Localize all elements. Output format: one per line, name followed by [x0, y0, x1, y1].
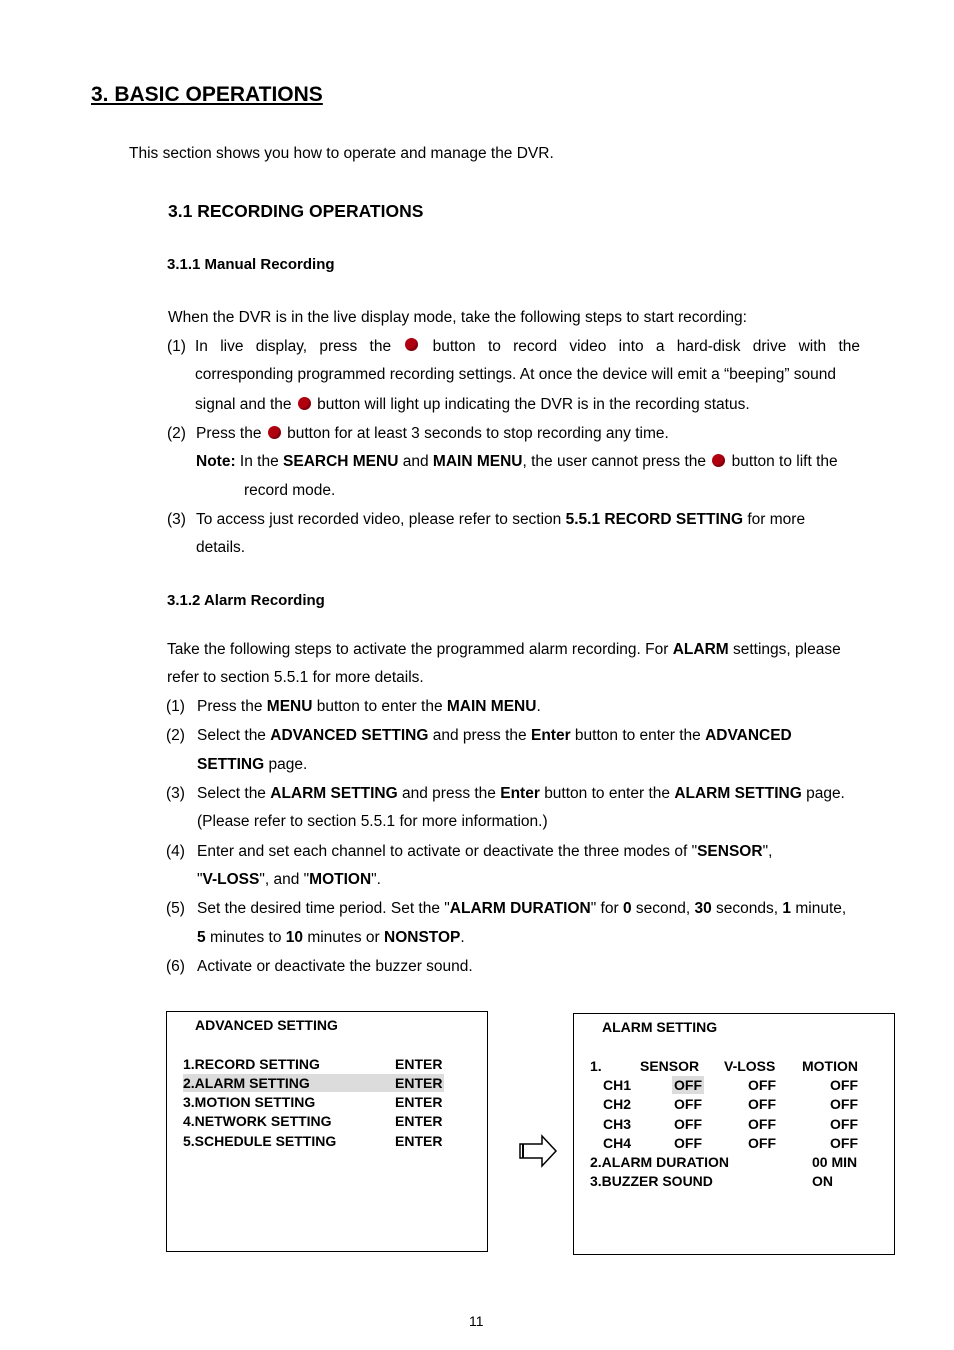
- page-number: 11: [469, 1313, 484, 1329]
- menu-item-label[interactable]: 3.MOTION SETTING: [183, 1094, 316, 1110]
- intro-text: This section shows you how to operate and manage the DVR.: [129, 145, 554, 162]
- record-button-icon: [712, 454, 725, 467]
- alarm-duration-value[interactable]: 00 MIN: [812, 1154, 858, 1170]
- channel-label: CH4: [603, 1135, 632, 1151]
- sensor-value[interactable]: OFF: [674, 1116, 702, 1132]
- motion-value[interactable]: OFF: [830, 1135, 858, 1151]
- manual-heading: 3.1.1 Manual Recording: [167, 256, 335, 273]
- advanced-setting-menu: [166, 1011, 488, 1252]
- menu-item-value[interactable]: ENTER: [395, 1113, 443, 1129]
- step-number: (1): [167, 338, 186, 355]
- arrow-right-icon: [518, 1134, 558, 1168]
- page-title: 3. BASIC OPERATIONS: [91, 83, 323, 106]
- menu-item-label[interactable]: 4.NETWORK SETTING: [183, 1113, 332, 1129]
- alarm-setting-menu: [573, 1013, 895, 1255]
- menu-item-value[interactable]: ENTER: [395, 1075, 443, 1091]
- menu-item-label[interactable]: 5.SCHEDULE SETTING: [183, 1133, 337, 1149]
- alarm-step4-cont: "V-LOSS", and "MOTION".: [197, 871, 381, 888]
- manual-step1-line2: corresponding programmed recording settings. At once the device will emit a “beeping” sound: [195, 366, 837, 383]
- alarm-step1: Press the MENU button to enter the MAIN MENU.: [197, 698, 541, 715]
- vloss-value[interactable]: OFF: [748, 1077, 776, 1093]
- alarm-step3: Select the ALARM SETTING and press the Enter button to enter the ALARM SETTING page.: [197, 785, 845, 802]
- menu-item-label[interactable]: 1.RECORD SETTING: [183, 1056, 320, 1072]
- step-number: (5): [166, 900, 185, 917]
- menu-item-value[interactable]: ENTER: [395, 1056, 443, 1072]
- column-header: MOTION: [802, 1058, 858, 1074]
- record-button-icon: [298, 397, 311, 410]
- step-number: (2): [167, 425, 186, 442]
- column-header: 1.: [590, 1058, 602, 1074]
- channel-label: CH1: [603, 1077, 632, 1093]
- record-button-icon: [268, 426, 281, 439]
- alarm-step5: Set the desired time period. Set the "ALARM DURATION" for 0 second, 30 seconds, 1 minute,: [197, 900, 847, 917]
- channel-label: CH3: [603, 1116, 632, 1132]
- menu-item-value[interactable]: ENTER: [395, 1094, 443, 1110]
- menu-item-label[interactable]: 2.ALARM SETTING: [183, 1075, 310, 1091]
- motion-value[interactable]: OFF: [830, 1096, 858, 1112]
- manual-step1-line1: In live display, press the button to record video into a hard-disk drive with the: [195, 338, 860, 355]
- alarm-lead: Take the following steps to activate the programmed alarm recording. For ALARM settings, please: [167, 641, 841, 658]
- menu-title: ADVANCED SETTING: [195, 1017, 338, 1033]
- motion-value[interactable]: OFF: [830, 1077, 858, 1093]
- step-number: (2): [166, 727, 185, 744]
- manual-note: Note: In the SEARCH MENU and MAIN MENU, the user cannot press the button to lift the: [196, 453, 838, 470]
- alarm-step2-cont: SETTING page.: [197, 756, 308, 773]
- alarm-lead-cont: refer to section 5.5.1 for more details.: [167, 669, 424, 686]
- channel-label: CH2: [603, 1096, 632, 1112]
- alarm-step2: Select the ADVANCED SETTING and press the Enter button to enter the ADVANCED: [197, 727, 792, 744]
- menu-title: ALARM SETTING: [602, 1019, 718, 1035]
- alarm-step3-cont: (Please refer to section 5.5.1 for more information.): [197, 813, 548, 830]
- sensor-value[interactable]: OFF: [674, 1135, 702, 1151]
- alarm-duration-label[interactable]: 2.ALARM DURATION: [590, 1154, 729, 1170]
- alarm-step5-cont: 5 minutes to 10 minutes or NONSTOP.: [197, 929, 465, 946]
- sensor-value[interactable]: OFF: [674, 1096, 702, 1112]
- step-number: (3): [166, 785, 185, 802]
- column-header: V-LOSS: [724, 1058, 776, 1074]
- step-number: (3): [167, 511, 186, 528]
- vloss-value[interactable]: OFF: [748, 1135, 776, 1151]
- sensor-value[interactable]: OFF: [674, 1077, 702, 1093]
- vloss-value[interactable]: OFF: [748, 1116, 776, 1132]
- manual-step3: To access just recorded video, please refer to section 5.5.1 RECORD SETTING for more: [196, 511, 806, 528]
- buzzer-sound-value[interactable]: ON: [812, 1173, 833, 1189]
- step-number: (4): [166, 843, 185, 860]
- manual-step1-line3: signal and the button will light up indicating the DVR is in the recording status.: [195, 396, 750, 413]
- alarm-step4: Enter and set each channel to activate or deactivate the three modes of "SENSOR",: [197, 843, 773, 860]
- section-heading: 3.1 RECORDING OPERATIONS: [168, 201, 424, 221]
- alarm-step6: Activate or deactivate the buzzer sound.: [197, 958, 473, 975]
- alarm-heading: 3.1.2 Alarm Recording: [167, 592, 325, 609]
- record-button-icon: [405, 338, 418, 351]
- vloss-value[interactable]: OFF: [748, 1096, 776, 1112]
- step-number: (1): [166, 698, 185, 715]
- manual-note-cont: record mode.: [244, 482, 336, 499]
- motion-value[interactable]: OFF: [830, 1116, 858, 1132]
- step-number: (6): [166, 958, 185, 975]
- manual-step2: Press the button for at least 3 seconds to stop recording any time.: [196, 425, 669, 442]
- manual-step3-cont: details.: [196, 539, 246, 556]
- manual-lead: When the DVR is in the live display mode, take the following steps to start recording:: [168, 309, 747, 326]
- buzzer-sound-label[interactable]: 3.BUZZER SOUND: [590, 1173, 713, 1189]
- menu-item-value[interactable]: ENTER: [395, 1133, 443, 1149]
- column-header: SENSOR: [640, 1058, 700, 1074]
